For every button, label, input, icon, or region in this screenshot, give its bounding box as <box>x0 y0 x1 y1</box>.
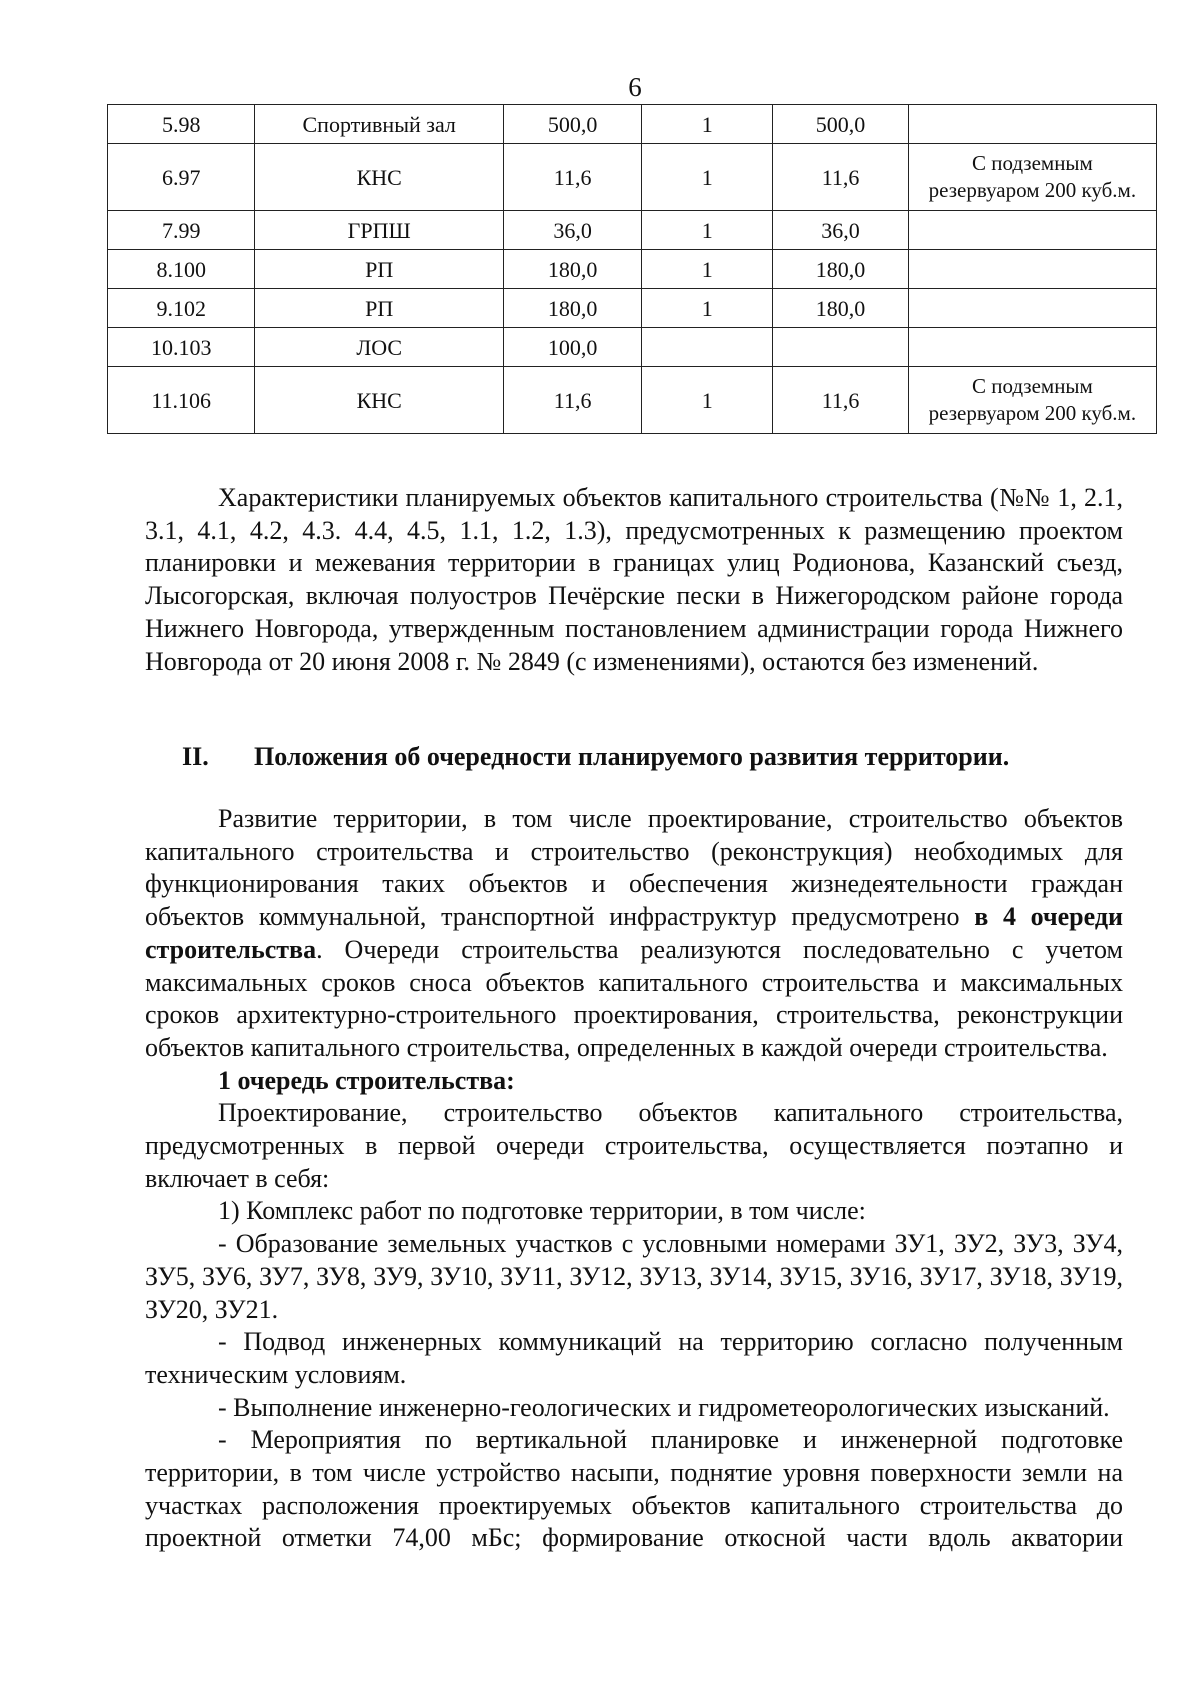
stage1-heading <box>145 1065 1123 1098</box>
stage1-bullet-land-plots: - Образование земельных участков с условными номерами ЗУ1, ЗУ2, ЗУ3, ЗУ4, ЗУ5, ЗУ6, ЗУ7, ЗУ8, ЗУ9, ЗУ10, ЗУ11, ЗУ12, ЗУ13, ЗУ14, ЗУ15, ЗУ16, ЗУ17, ЗУ18, ЗУ19, ЗУ20, ЗУ21. <box>145 1229 1123 1324</box>
table-cell-num: 9.102 <box>108 289 255 328</box>
table-cell-qty: 1 <box>642 367 773 434</box>
table-row <box>108 367 1157 434</box>
table-cell-note <box>908 105 1156 144</box>
table-cell-total: 36,0 <box>773 211 909 250</box>
table-cell-name: КНС <box>255 144 504 211</box>
table-row <box>108 105 1157 144</box>
table-cell-name: ГРПШ <box>255 211 504 250</box>
table-cell-num: 10.103 <box>108 328 255 367</box>
table-cell-qty: 1 <box>642 250 773 289</box>
table-cell-note <box>908 250 1156 289</box>
table-cell-qty <box>642 328 773 367</box>
table-cell-num: 11.106 <box>108 367 255 434</box>
characteristics-paragraph-block <box>145 482 1123 678</box>
note-line-1: С подземным <box>971 151 1093 175</box>
table-cell-num: 5.98 <box>108 105 255 144</box>
development-text-after: . Очереди строительства реализуются последовательно с учетом максимальных сроков сноса объектов капитального строительства и максимальных сроков архитектурно-строительного проектирования, строительства, реконструкции объектов капитального строительства, определенных в каждой очереди строительства. <box>145 934 1123 1062</box>
characteristics-paragraph: Характеристики планируемых объектов капитального строительства (№№ 1, 2.1, 3.1, 4.1, 4.2, 4.3. 4.4, 4.5, 1.1, 1.2, 1.3), предусмотренных к размещению проектом планировки и межевания территории в границах улиц Родионова, Казанский съезд, Лысогорская, включая полуостров Печёрские пески в Нижегородском районе города Нижнего Новгорода, утвержденным постановлением администрации города Нижнего Новгорода от 20 июня 2008 г. № 2849 (с изменениями), остаются без изменений. <box>145 483 1123 676</box>
development-text-before: Развитие территории, в том числе проектирование, строительство объектов капитального строительства и строительство (реконструкция) необходимых для функционирования таких объектов и обеспечения жизнедеятельности граждан объектов коммунальной, транспортной инфраструктур предусмотрено <box>145 804 1123 932</box>
table-cell-area: 180,0 <box>503 289 641 328</box>
objects-table <box>107 104 1157 434</box>
page-number: 6 <box>628 72 642 102</box>
section-heading <box>182 741 1122 773</box>
table-cell-note <box>908 144 1156 211</box>
table-cell-qty: 1 <box>642 211 773 250</box>
table-cell-note <box>908 328 1156 367</box>
section-number: II. <box>182 742 209 771</box>
table-cell-name: Спортивный зал <box>255 105 504 144</box>
table-cell-qty: 1 <box>642 144 773 211</box>
table-row <box>108 211 1157 250</box>
table-cell-area: 11,6 <box>503 367 641 434</box>
table-row <box>108 144 1157 211</box>
stage1-item-1: 1) Комплекс работ по подготовке территории, в том числе: <box>218 1196 866 1226</box>
stage1-heading-text: 1 очередь строительства: <box>218 1065 515 1095</box>
table-cell-area: 36,0 <box>503 211 641 250</box>
table-cell-note <box>908 367 1156 434</box>
table-cell-note <box>908 211 1156 250</box>
table-cell-total: 180,0 <box>773 289 909 328</box>
table-cell-name: РП <box>255 289 504 328</box>
section-title: Положения об очередности планируемого развития территории. <box>254 742 1010 771</box>
table-cell-total: 11,6 <box>773 367 909 434</box>
table-row <box>108 289 1157 328</box>
table-row <box>108 328 1157 367</box>
stage1-bullet-surveys: - Выполнение инженерно-геологических и гидрометеорологических изысканий. <box>218 1392 1110 1422</box>
table-cell-num: 7.99 <box>108 211 255 250</box>
table-cell-name: РП <box>255 250 504 289</box>
development-text-bold: в 4 очереди строительства <box>145 902 1123 964</box>
table-cell-total: 11,6 <box>773 144 909 211</box>
table-cell-area: 100,0 <box>503 328 641 367</box>
table-cell-area: 180,0 <box>503 250 641 289</box>
table-cell-area: 500,0 <box>503 105 641 144</box>
table-cell-num: 6.97 <box>108 144 255 211</box>
table-cell-qty: 1 <box>642 289 773 328</box>
table-cell-qty: 1 <box>642 105 773 144</box>
table-cell-area: 11,6 <box>503 144 641 211</box>
stage1-intro: Проектирование, строительство объектов капитального строительства, предусмотренных в первой очереди строительства, осуществляется поэтапно и включает в себя: <box>145 1098 1123 1193</box>
section-body <box>145 803 1123 1555</box>
note-line-2: резервуаром 200 куб.м. <box>928 178 1137 202</box>
table-cell-total: 500,0 <box>773 105 909 144</box>
table-cell-note <box>908 289 1156 328</box>
table-row <box>108 250 1157 289</box>
note-line-1: С подземным <box>971 374 1093 398</box>
table-cell-total <box>773 328 909 367</box>
stage1-bullet-grading: - Мероприятия по вертикальной планировке и инженерной подготовке территории, в том числе устройство насыпи, поднятие уровня поверхности земли на участках расположения проектируемых объектов капитального строительства до проектной отметки 74,00 мБс; формирование откосной части вдоль акватории <box>145 1425 1123 1553</box>
table-cell-num: 8.100 <box>108 250 255 289</box>
development-paragraph <box>145 803 1123 1065</box>
note-line-2: резервуаром 200 куб.м. <box>928 401 1137 425</box>
table-cell-total: 180,0 <box>773 250 909 289</box>
table-cell-name: КНС <box>255 367 504 434</box>
table-cell-name: ЛОС <box>255 328 504 367</box>
stage1-bullet-utilities: - Подвод инженерных коммуникаций на территорию согласно полученным техническим условиям. <box>145 1327 1123 1389</box>
